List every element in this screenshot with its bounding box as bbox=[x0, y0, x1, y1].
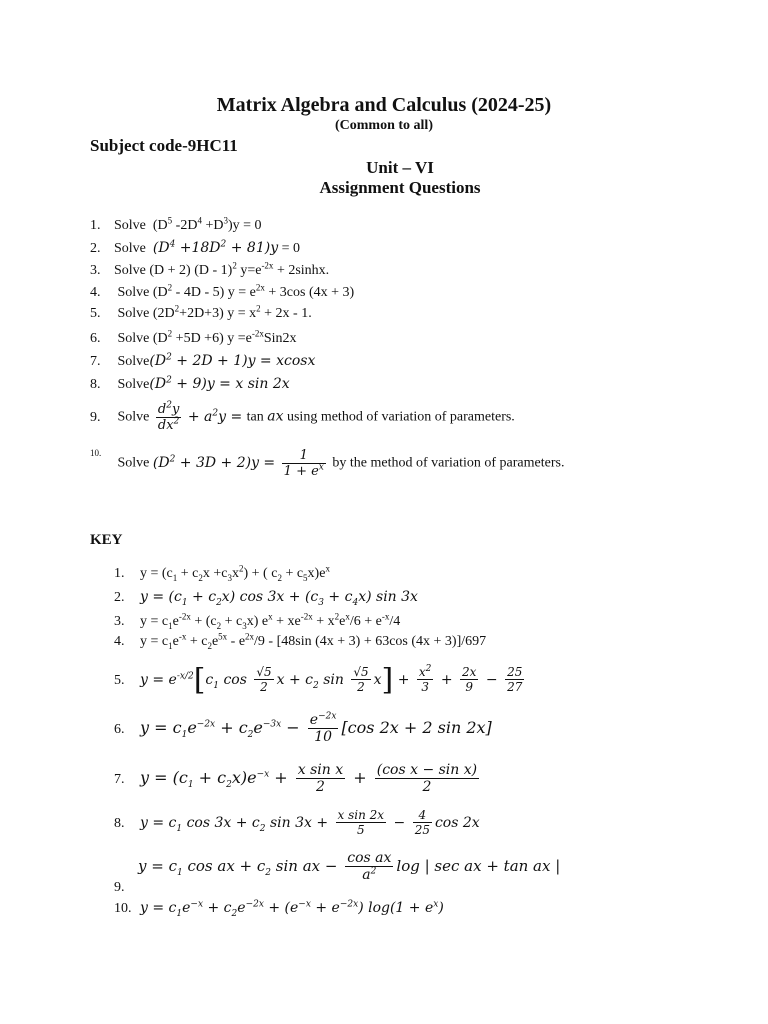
answer-4: 4. $y = c_1e^{-x} + c_2e^{5x} - e^{2x}/9 - [48\sin$ (4x + 3) + 63cos (4x + 3)]/697 bbox=[114, 631, 487, 651]
question-7: 7. $Solve(D^2 + 2D + 1)y = xcosx$ bbox=[90, 352, 316, 369]
answer-10: 10. $y = c_1e^{-x} + c_2e^{-2x} + (e^{-x} + e^{-2x}) \log(1 + e^x)$ bbox=[114, 899, 444, 919]
answer-9: 9. bbox=[114, 880, 125, 895]
question-10: 10. Solve $(D^2 + 3D + 2)y$ = $\frac{1}{1 + e^x}$ by the method of variation of parameters. bbox=[90, 448, 565, 479]
page-subtitle: (Common to all) bbox=[335, 118, 433, 133]
question-6: 6. Solve $(D^2 +5D +6)$ $y =e^{-2x}Sin2x$ bbox=[90, 328, 297, 346]
section-heading: Assignment Questions bbox=[319, 178, 481, 197]
answer-6: 6. $y = c_1e^{-2x} + c_2e^{-3x}$ − $\frac{e^{-2x}}{10}$ [cos 2x + 2 sin 2x] bbox=[114, 711, 492, 745]
answer-8: 8. $y = c_1$ $\cos 3x + c_2$ sin 3x + $\frac{\text{x sin 2x}}{5}$ − $\frac{4}{25}$ cos 2x bbox=[114, 808, 480, 837]
question-3: 3. Solve (D + 2) (D - 1)$^2$ $y=e^{-2x} + 2\sinh x$. bbox=[90, 260, 330, 278]
question-1: 1. Solve ($D^5$ $-2D^4 +D^3)y = 0$ bbox=[90, 215, 262, 233]
question-2: 2. Solve $(D^4 +18D^2 + 81)y = 0$ bbox=[90, 239, 301, 256]
question-9: 9. Solve $\frac{d^2y}{dx^2}$ + $a^2y = \tan$ ax using method of variation of parameters. bbox=[90, 400, 515, 433]
answer-9-formula: $y = c_1$ cos ax + $c_2$ sin ax − $\frac{\text{cos ax}}{a^2}$ log | sec ax + tan ax | bbox=[138, 850, 561, 883]
answer-3: 3. $y = c_1e^{-2x} + (c_2 + c_3x) e^x + xe^{-2x} + x^2e^x/6 + e^{-x}/4$ bbox=[114, 611, 401, 631]
answer-7: 7. $y = (c_1 + c_2x)e^{-x}$ + $\frac{\text{x sin x}}{2}$ + $\frac{\text{(cos x − sin x)}}{2}$ bbox=[114, 762, 478, 795]
answer-1: 1. $y = (c_1 + c_2x +c_3x^2)$ + ( $c_2 + c_5x)e^x$ bbox=[114, 563, 330, 583]
unit-heading: Unit – VI bbox=[366, 158, 434, 177]
answer-5: 5. $y = e^{-x/2}[c_1$ cos $\frac{√5}{2}$ $x + c_2$ sin $\frac{√5}{2}$ x] + $\frac{x^2}{3}$ + $\frac{2x}{9}$ − $\frac{25}{27}$ bbox=[114, 662, 523, 697]
key-heading: KEY bbox=[90, 532, 123, 548]
question-5: 5. Solve $(2D^2+2D+3) y = x^2 + 2x - 1$. bbox=[90, 303, 312, 321]
subject-code: Subject code-9HC11 bbox=[90, 136, 238, 155]
question-8: 8. $Solve(D^2 + 9)y = x$ sin 2x bbox=[90, 375, 290, 392]
question-4: 4. Solve $(D^2 - 4D - 5) y = e^{2x} + 3\cos$ (4x + 3) bbox=[90, 282, 355, 300]
page-title: Matrix Algebra and Calculus (2024-25) bbox=[216, 94, 552, 116]
answer-2: 2. $y = (c_1 + c_2x)$ $\cos 3x + (c_3 + c_4x)$ sin 3x bbox=[114, 589, 418, 608]
